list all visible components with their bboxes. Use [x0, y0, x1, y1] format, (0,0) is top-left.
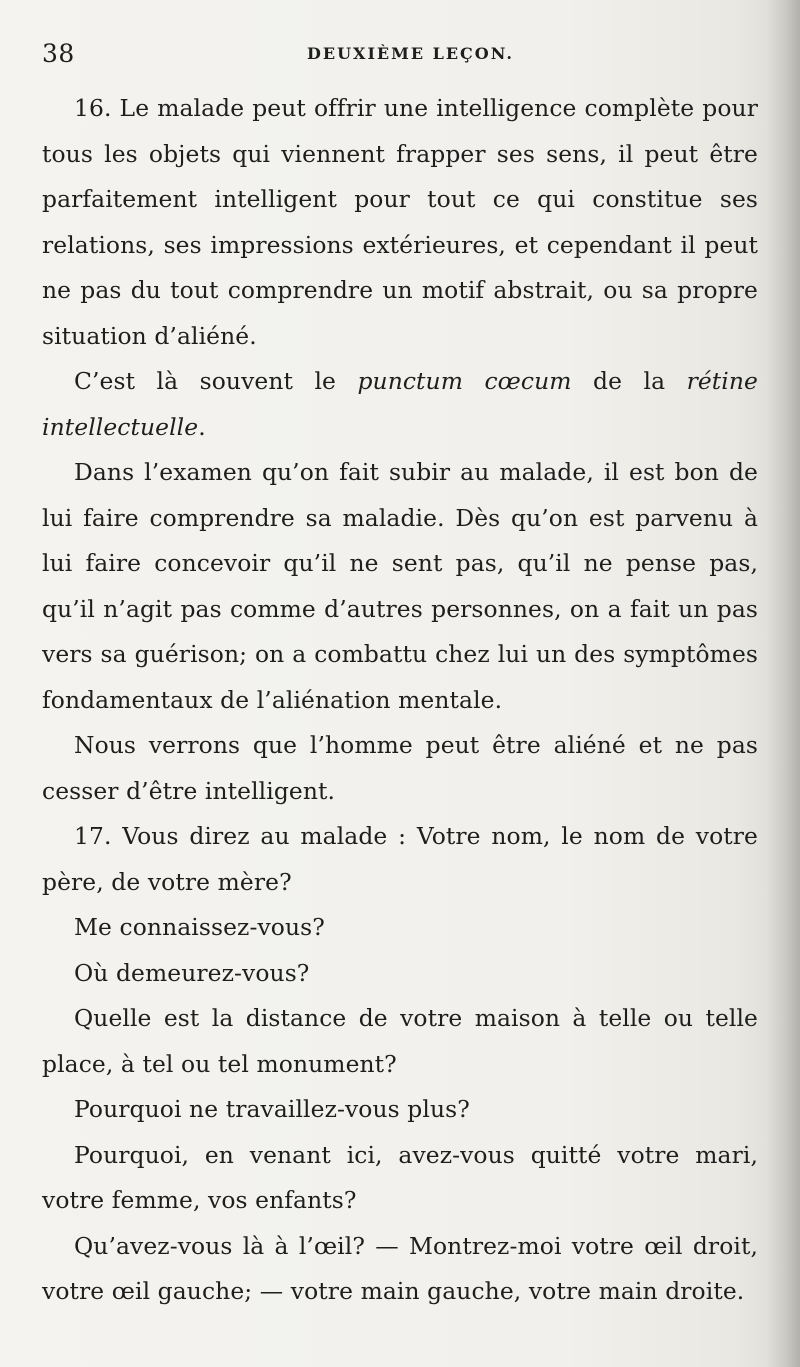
spine-shadow: [766, 0, 800, 1367]
question-demeurez: Où demeurez-vous?: [74, 958, 310, 987]
question-travaillez: Pourquoi ne travaillez-vous plus?: [74, 1095, 470, 1123]
paragraph-punctum: [42, 359, 758, 450]
running-head: DEUXIÈME LEÇON.: [307, 44, 514, 63]
question-connaissez: Me connaissez-vous?: [74, 913, 325, 941]
question-quitte: Pourquoi, en venant ici, avez-vous quitté votre mari, votre femme, vos enfants?: [42, 1140, 758, 1214]
paragraph-16: 16. Le malade peut offrir une intelligence complète pour tous les objets qui viennent frapper ses sens, il peut être parfaitement intelligent pour tout ce qui constitue ses relations, ses impressions extérieures, et cependant il peut ne pas du tout comprendre un motif abstrait, ou sa propre situation d’aliéné.: [42, 94, 758, 350]
punctum-text-middle: de la: [571, 367, 687, 395]
question-oeil: Qu’avez-vous là à l’œil? — Montrez-moi votre œil droit, votre œil gauche; — votre main gauche, votre main droite.: [42, 1231, 758, 1305]
question-distance: Quelle est la distance de votre maison à telle ou telle place, à tel ou tel monument?: [42, 1004, 758, 1078]
punctum-text-before: C’est là souvent le: [74, 367, 358, 395]
paragraph-verrons: Nous verrons que l’homme peut être aliéné et ne pas cesser d’être intelligent.: [42, 731, 758, 805]
paragraph-exam: Dans l’examen qu’on fait subir au malade, il est bon de lui faire comprendre sa maladie. Dès qu’on est parvenu à lui faire concevoir qu’il ne sent pas, qu’il ne pense pas, qu’il n’agit pas comme d’autres personnes, on a fait un pas vers sa guérison; on a combattu chez lui un des symptômes fondamentaux de l’aliénation mentale.: [42, 458, 758, 714]
paragraph-17: 17. Vous direz au malade : Votre nom, le nom de votre père, de votre mère?: [42, 822, 758, 896]
page-number: 38: [42, 39, 75, 68]
page-header: [42, 36, 758, 72]
text-column: [42, 86, 758, 1315]
punctum-text-after: .: [198, 412, 206, 441]
retina-italic-term: rétine intellectuelle: [42, 367, 758, 441]
punctum-italic-term: punctum cœcum: [357, 367, 572, 395]
